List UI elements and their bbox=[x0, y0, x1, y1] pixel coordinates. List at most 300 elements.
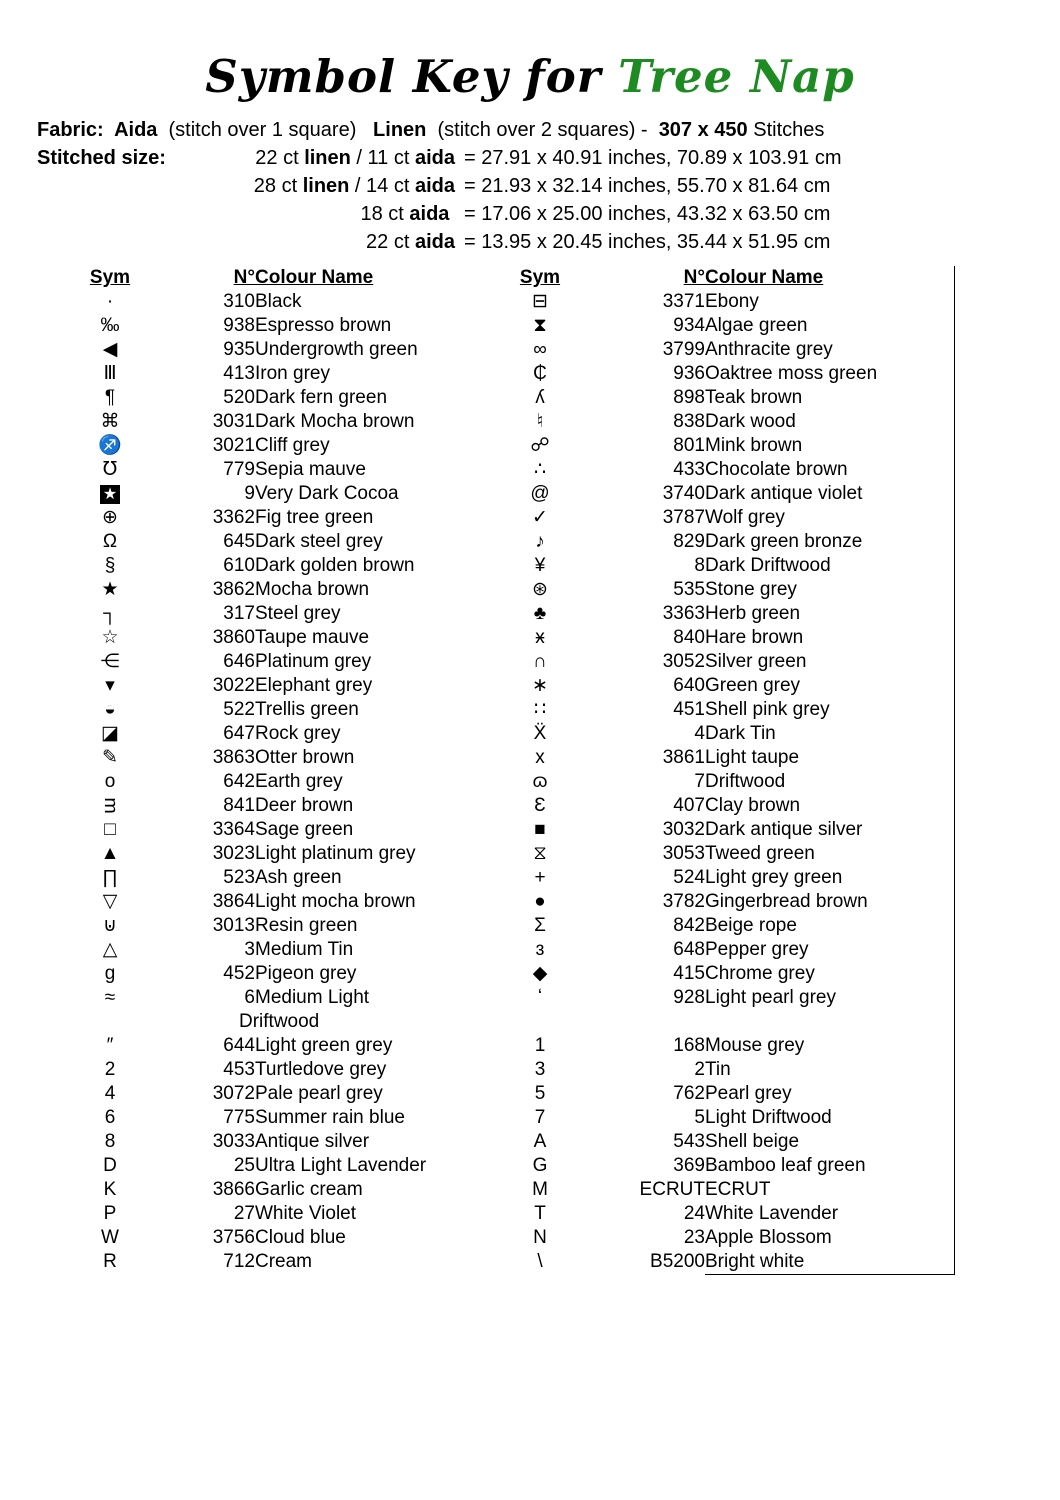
number-cell-right: 535 bbox=[673, 579, 705, 600]
symbol-cell-left: ⋲ bbox=[100, 651, 120, 672]
key-row bbox=[85, 1226, 955, 1250]
symbol-cell-left: ″ bbox=[106, 1035, 114, 1056]
colour-name-cell-left: Dark steel grey bbox=[255, 531, 383, 552]
number-cell-right: 838 bbox=[673, 411, 705, 432]
colour-name-cell-left: Garlic cream bbox=[255, 1179, 363, 1200]
key-row bbox=[85, 362, 955, 386]
number-cell-left: 3072 bbox=[212, 1083, 255, 1104]
colour-name-cell-left: Rock grey bbox=[255, 723, 341, 744]
colour-name-cell-left: Otter brown bbox=[255, 747, 355, 768]
key-row bbox=[85, 1178, 955, 1202]
symbol-cell-right: ● bbox=[534, 891, 546, 912]
key-row bbox=[85, 1082, 955, 1106]
text-segment: 18 ct bbox=[360, 203, 410, 225]
key-row bbox=[85, 410, 955, 434]
colour-name-cell-left: Pigeon grey bbox=[255, 963, 357, 984]
number-cell-right: 898 bbox=[673, 387, 705, 408]
symbol-cell-left: P bbox=[103, 1203, 117, 1224]
number-cell-right: 3053 bbox=[662, 843, 705, 864]
symbol-cell-left: ♐ bbox=[98, 435, 122, 456]
symbol-cell-left: ✎ bbox=[102, 747, 118, 768]
number-cell-left: 3364 bbox=[212, 819, 255, 840]
number-cell-left: 938 bbox=[223, 315, 255, 336]
colour-name-cell-right: Mouse grey bbox=[705, 1034, 955, 1058]
symbol-cell-right: Ẍ bbox=[533, 723, 547, 744]
colour-name-cell-right: Anthracite grey bbox=[705, 338, 955, 362]
symbol-cell-left: ┐ bbox=[103, 603, 117, 624]
symbol-cell-right: ʎ bbox=[535, 387, 545, 408]
number-cell-right: 4 bbox=[694, 723, 705, 744]
number-cell-right: 8 bbox=[694, 555, 705, 576]
colour-name-cell-left: Medium Tin bbox=[255, 939, 354, 960]
symbol-cell-right: @ bbox=[530, 483, 550, 504]
number-cell-left: 3756 bbox=[212, 1227, 255, 1248]
key-row bbox=[85, 1058, 955, 1082]
symbol-cell-right: ∗ bbox=[532, 675, 548, 696]
size-fabric-counts bbox=[205, 228, 455, 256]
symbol-cell-right: ∩ bbox=[533, 651, 547, 672]
symbol-cell-left: D bbox=[103, 1155, 117, 1176]
symbol-cell-right: ¥ bbox=[534, 555, 546, 576]
colour-name-cell-left: Platinum grey bbox=[255, 651, 372, 672]
number-cell-left: 3862 bbox=[212, 579, 255, 600]
number-cell-right: 936 bbox=[673, 363, 705, 384]
colour-name-cell-right: Dark Tin bbox=[705, 722, 955, 746]
size-line bbox=[37, 172, 1060, 200]
number-cell-left: 3362 bbox=[212, 507, 255, 528]
key-row bbox=[85, 1034, 955, 1058]
colour-name-cell-right: ECRUT bbox=[705, 1178, 955, 1202]
symbol-cell-right: ɜ bbox=[535, 939, 545, 960]
colour-name-cell-right: Chocolate brown bbox=[705, 458, 955, 482]
symbol-cell-right: ✓ bbox=[532, 507, 548, 528]
symbol-cell-right: ♪ bbox=[535, 531, 545, 552]
stitched-size-label: Stitched size: bbox=[37, 147, 166, 169]
number-cell-right: 3787 bbox=[662, 507, 705, 528]
symbol-cell-right: ♮ bbox=[536, 411, 544, 432]
key-row bbox=[85, 890, 955, 914]
colour-name-cell-right: Algae green bbox=[705, 314, 955, 338]
symbol-cell-right: ☍ bbox=[530, 435, 550, 456]
key-row bbox=[85, 578, 955, 602]
number-cell-left: 522 bbox=[223, 699, 255, 720]
colour-name-wrapped: Medium Light Driftwood bbox=[239, 987, 370, 1032]
symbol-cell-left: 8 bbox=[104, 1131, 116, 1152]
symbol-cell-right: ₵ bbox=[533, 363, 547, 384]
number-cell-left: 310 bbox=[223, 291, 255, 312]
symbol-cell-left: ★ bbox=[101, 579, 119, 600]
number-cell-left: 317 bbox=[223, 603, 255, 624]
key-row bbox=[85, 674, 955, 698]
inverted-symbol: ★ bbox=[100, 485, 120, 504]
key-row bbox=[85, 818, 955, 842]
symbol-cell-left: ☆ bbox=[101, 627, 119, 648]
symbol-cell-left bbox=[85, 482, 135, 506]
colour-name-cell-right: Light Driftwood bbox=[705, 1106, 955, 1130]
number-cell-right: 3861 bbox=[662, 747, 705, 768]
symbol-cell-right: N bbox=[533, 1227, 547, 1248]
stitched-size-label bbox=[37, 172, 205, 200]
symbol-key-table bbox=[85, 266, 955, 1275]
number-cell-left: 25 bbox=[233, 1155, 255, 1176]
symbol-cell-left: ⊍ bbox=[103, 915, 117, 936]
symbol-cell-right: ∷ bbox=[533, 699, 547, 720]
number-cell-right: 543 bbox=[673, 1131, 705, 1152]
number-cell-left: 645 bbox=[223, 531, 255, 552]
header-num-right bbox=[595, 266, 705, 290]
number-cell-right: 168 bbox=[673, 1035, 705, 1056]
colour-name-cell-left: Cliff grey bbox=[255, 435, 330, 456]
number-cell-left: 453 bbox=[223, 1059, 255, 1080]
number-cell-left: 647 bbox=[223, 723, 255, 744]
symbol-cell-right: ɷ bbox=[532, 771, 548, 792]
size-fabric-counts bbox=[205, 144, 455, 172]
key-row bbox=[85, 962, 955, 986]
colour-name-cell-left: Elephant grey bbox=[255, 675, 373, 696]
symbol-cell-right: ʻ bbox=[537, 987, 543, 1008]
number-cell-left: 413 bbox=[223, 363, 255, 384]
number-cell-right: 840 bbox=[673, 627, 705, 648]
number-cell-left: 3023 bbox=[212, 843, 255, 864]
header-num-left bbox=[135, 266, 255, 290]
symbol-cell-left: ◒ bbox=[104, 699, 116, 720]
symbol-cell-left: ℧ bbox=[102, 459, 118, 480]
fabric-and-size-block bbox=[37, 116, 1060, 256]
number-cell-right: 934 bbox=[673, 315, 705, 336]
symbol-cell-left: △ bbox=[102, 939, 118, 960]
number-cell-left: 3 bbox=[244, 939, 255, 960]
size-line bbox=[37, 200, 1060, 228]
stitched-size-label bbox=[37, 228, 205, 256]
number-cell-right: B5200 bbox=[650, 1251, 705, 1272]
size-dimensions: = 27.91 x 40.91 inches, 70.89 x 103.91 cm bbox=[464, 147, 842, 169]
number-cell-left: 3860 bbox=[212, 627, 255, 648]
symbol-cell-left: R bbox=[103, 1251, 117, 1272]
size-fabric-counts bbox=[205, 200, 455, 228]
number-cell-left: 3021 bbox=[212, 435, 255, 456]
number-cell-right: 3740 bbox=[662, 483, 705, 504]
key-row bbox=[85, 770, 955, 794]
colour-name-cell-right: Clay brown bbox=[705, 794, 955, 818]
number-cell-right: 762 bbox=[673, 1083, 705, 1104]
symbol-cell-right: M bbox=[532, 1179, 548, 1200]
colour-name-cell-left: Ash green bbox=[255, 867, 342, 888]
number-cell-right: 415 bbox=[673, 963, 705, 984]
header-label: N° bbox=[683, 267, 705, 288]
key-row bbox=[85, 602, 955, 626]
colour-name-cell-left: Antique silver bbox=[255, 1131, 370, 1152]
colour-name-cell-left: Resin green bbox=[255, 915, 358, 936]
symbol-cell-left: o bbox=[104, 771, 116, 792]
symbol-cell-right: \ bbox=[537, 1251, 543, 1272]
colour-name-cell-right: Green grey bbox=[705, 674, 955, 698]
number-cell-left: 3033 bbox=[212, 1131, 255, 1152]
symbol-cell-right: A bbox=[533, 1131, 547, 1152]
colour-name-cell-right: White Lavender bbox=[705, 1202, 955, 1226]
symbol-cell-left: ≈ bbox=[104, 987, 116, 1008]
key-row bbox=[85, 554, 955, 578]
header-name-right bbox=[705, 266, 955, 290]
colour-name-cell-left: Trellis green bbox=[255, 699, 359, 720]
symbol-cell-right: G bbox=[532, 1155, 548, 1176]
colour-name-cell-right: Ebony bbox=[705, 290, 955, 314]
symbol-cell-right: ∴ bbox=[533, 459, 547, 480]
colour-name-cell-left: Fig tree green bbox=[255, 507, 374, 528]
header-label: Sym bbox=[89, 267, 131, 288]
colour-name-cell-left: White Violet bbox=[255, 1203, 357, 1224]
number-cell-right: 407 bbox=[673, 795, 705, 816]
text-segment: Stitches bbox=[747, 119, 825, 141]
number-cell-right: 829 bbox=[673, 531, 705, 552]
text-segment: Aida bbox=[114, 119, 158, 141]
number-cell-left: 3864 bbox=[212, 891, 255, 912]
key-row bbox=[85, 1250, 955, 1275]
key-row bbox=[85, 938, 955, 962]
colour-name-cell-right: Mink brown bbox=[705, 434, 955, 458]
number-cell-right: 7 bbox=[694, 771, 705, 792]
key-table-header bbox=[85, 266, 955, 290]
symbol-cell-right: 5 bbox=[534, 1083, 546, 1104]
size-dimensions: = 21.93 x 32.14 inches, 55.70 x 81.64 cm bbox=[464, 175, 831, 197]
text-segment: (stitch over 1 square) bbox=[157, 119, 374, 141]
symbol-cell-right: ⧗ bbox=[533, 315, 547, 336]
key-header-row bbox=[85, 266, 955, 290]
key-row bbox=[85, 338, 955, 362]
number-cell-left: 6 bbox=[244, 987, 255, 1008]
symbol-cell-left: W bbox=[101, 1227, 119, 1248]
symbol-cell-left: ⌘ bbox=[100, 411, 120, 432]
text-segment: linen bbox=[304, 147, 351, 169]
text-segment bbox=[449, 203, 455, 225]
number-cell-right: 842 bbox=[673, 915, 705, 936]
number-cell-right: 3032 bbox=[662, 819, 705, 840]
key-row bbox=[85, 434, 955, 458]
symbol-cell-left: Ω bbox=[102, 531, 118, 552]
size-dimensions: = 17.06 x 25.00 inches, 43.32 x 63.50 cm bbox=[464, 203, 831, 225]
header-label: Colour Name bbox=[255, 267, 374, 288]
number-cell-right: 648 bbox=[673, 939, 705, 960]
colour-name-cell-right: Driftwood bbox=[705, 770, 955, 794]
number-cell-left: 3031 bbox=[212, 411, 255, 432]
colour-name-cell-right: Hare brown bbox=[705, 626, 955, 650]
fabric-info-line bbox=[37, 116, 1060, 144]
colour-name-cell-left: Sepia mauve bbox=[255, 459, 366, 480]
colour-name-cell-right: Pepper grey bbox=[705, 938, 955, 962]
key-row bbox=[85, 314, 955, 338]
colour-name-cell-right: Light taupe bbox=[705, 746, 955, 770]
symbol-cell-left: ▽ bbox=[102, 891, 118, 912]
colour-name-cell-right: Shell pink grey bbox=[705, 698, 955, 722]
colour-name-cell-right: Wolf grey bbox=[705, 506, 955, 530]
header-name-left bbox=[255, 266, 485, 290]
number-cell-left: 642 bbox=[223, 771, 255, 792]
header-label: N° bbox=[233, 267, 255, 288]
number-cell-left: 935 bbox=[223, 339, 255, 360]
number-cell-right: 524 bbox=[673, 867, 705, 888]
key-row bbox=[85, 290, 955, 314]
key-row bbox=[85, 1202, 955, 1226]
number-cell-left: 452 bbox=[223, 963, 255, 984]
header-sym-left bbox=[85, 266, 135, 290]
header-label: Sym bbox=[519, 267, 561, 288]
number-cell-right: 3371 bbox=[662, 291, 705, 312]
symbol-cell-left: ⊕ bbox=[102, 507, 118, 528]
number-cell-left: 712 bbox=[223, 1251, 255, 1272]
symbol-cell-left: ◪ bbox=[101, 723, 119, 744]
colour-name-cell-left: Steel grey bbox=[255, 603, 341, 624]
symbol-cell-right: ⧖ bbox=[533, 843, 547, 864]
number-cell-left: 9 bbox=[244, 483, 255, 504]
symbol-cell-left: ᴟ bbox=[104, 795, 116, 816]
text-segment: (stitch over 2 squares) - bbox=[426, 119, 659, 141]
colour-name-cell-right: Dark green bronze bbox=[705, 530, 955, 554]
header-sym-right bbox=[485, 266, 595, 290]
key-row bbox=[85, 458, 955, 482]
colour-name-cell-left: Mocha brown bbox=[255, 579, 370, 600]
colour-name-cell-left: Undergrowth green bbox=[255, 339, 418, 360]
symbol-cell-left: § bbox=[104, 555, 116, 576]
number-cell-right: 369 bbox=[673, 1155, 705, 1176]
symbol-cell-right: + bbox=[534, 867, 546, 888]
symbol-cell-left: 6 bbox=[104, 1107, 116, 1128]
size-line bbox=[37, 228, 1060, 256]
symbol-cell-right: 1 bbox=[534, 1035, 546, 1056]
colour-name-cell-right: Tin bbox=[705, 1058, 955, 1082]
text-segment: / 11 ct bbox=[350, 147, 415, 169]
key-row bbox=[85, 1130, 955, 1154]
number-cell-left: 3866 bbox=[212, 1179, 255, 1200]
colour-name-cell-left: Dark fern green bbox=[255, 387, 388, 408]
number-cell-left: 3863 bbox=[212, 747, 255, 768]
colour-name-cell-right: Shell beige bbox=[705, 1130, 955, 1154]
number-cell-right: 928 bbox=[673, 987, 705, 1008]
colour-name-cell-right: Tweed green bbox=[705, 842, 955, 866]
colour-name-cell-right: Teak brown bbox=[705, 386, 955, 410]
colour-name-cell-left: Dark golden brown bbox=[255, 555, 415, 576]
symbol-cell-right: ◆ bbox=[532, 963, 548, 984]
number-cell-right: 3052 bbox=[662, 651, 705, 672]
text-segment: Fabric: bbox=[37, 119, 115, 141]
key-row bbox=[85, 386, 955, 410]
symbol-cell-left: 2 bbox=[104, 1059, 116, 1080]
key-table-body bbox=[85, 290, 955, 1275]
number-cell-left: 523 bbox=[223, 867, 255, 888]
number-cell-left: 27 bbox=[233, 1203, 255, 1224]
size-dimensions: = 13.95 x 20.45 inches, 35.44 x 51.95 cm bbox=[464, 231, 831, 253]
size-line bbox=[37, 144, 1060, 172]
colour-name-cell-right: Chrome grey bbox=[705, 962, 955, 986]
colour-name-cell-left: Light green grey bbox=[255, 1035, 393, 1056]
text-segment: aida bbox=[409, 203, 450, 225]
number-cell-right: 640 bbox=[673, 675, 705, 696]
symbol-cell-right: 3 bbox=[534, 1059, 546, 1080]
key-row bbox=[85, 650, 955, 674]
colour-name-cell-left: Dark Mocha brown bbox=[255, 411, 415, 432]
colour-name-cell-left: Ultra Light Lavender bbox=[255, 1155, 427, 1176]
colour-name-cell-left: Cream bbox=[255, 1251, 313, 1272]
colour-name-cell-right: Pearl grey bbox=[705, 1082, 955, 1106]
size-fabric-counts bbox=[205, 172, 455, 200]
number-cell-left: 3013 bbox=[212, 915, 255, 936]
colour-name-cell-right: Dark antique silver bbox=[705, 818, 955, 842]
symbol-cell-right: 7 bbox=[534, 1107, 546, 1128]
number-cell-left: 3022 bbox=[212, 675, 255, 696]
colour-name-cell-right: Dark antique violet bbox=[705, 482, 955, 506]
symbol-cell-left: □ bbox=[104, 819, 116, 840]
colour-name-cell-left: Taupe mauve bbox=[255, 627, 370, 648]
symbol-cell-left: ▲ bbox=[100, 843, 120, 864]
colour-name-cell-right: Dark wood bbox=[705, 410, 955, 434]
number-cell-left: 775 bbox=[223, 1107, 255, 1128]
number-cell-left: 644 bbox=[223, 1035, 255, 1056]
text-segment: linen bbox=[302, 175, 350, 197]
text-segment: aida bbox=[414, 147, 455, 169]
symbol-cell-left: Ⅲ bbox=[103, 363, 117, 384]
colour-name-cell-right: Bamboo leaf green bbox=[705, 1154, 955, 1178]
colour-name-cell-left: Earth grey bbox=[255, 771, 343, 792]
key-row bbox=[85, 506, 955, 530]
symbol-cell-right: ӿ bbox=[535, 627, 545, 648]
text-segment: aida bbox=[414, 175, 455, 197]
key-row bbox=[85, 1154, 955, 1178]
symbol-cell-left: ¶ bbox=[104, 387, 116, 408]
symbol-cell-left: g bbox=[104, 963, 116, 984]
colour-name-cell-left: Summer rain blue bbox=[255, 1107, 405, 1128]
colour-name-cell-left: Very Dark Cocoa bbox=[255, 483, 399, 504]
number-cell-right: 433 bbox=[673, 459, 705, 480]
text-segment: 22 ct bbox=[255, 147, 305, 169]
number-cell-left: 646 bbox=[223, 651, 255, 672]
colour-name-cell-right: Oaktree moss green bbox=[705, 362, 955, 386]
key-row bbox=[85, 626, 955, 650]
symbol-cell-left: ▾ bbox=[105, 675, 115, 696]
symbol-cell-left: ◀ bbox=[102, 339, 118, 360]
number-cell-right: 451 bbox=[673, 699, 705, 720]
product-name: Tree Nap bbox=[618, 50, 855, 103]
colour-name-cell-right: Stone grey bbox=[705, 578, 955, 602]
text-segment: Linen bbox=[373, 119, 427, 141]
symbol-cell-right: ⊛ bbox=[532, 579, 548, 600]
colour-name-cell-left: Black bbox=[255, 291, 302, 312]
key-row bbox=[85, 482, 955, 506]
colour-name-cell-right: Gingerbread brown bbox=[705, 890, 955, 914]
symbol-cell-right: ■ bbox=[534, 819, 546, 840]
page-title bbox=[0, 50, 1060, 104]
number-cell-right: 3782 bbox=[662, 891, 705, 912]
colour-name-cell-left: Light mocha brown bbox=[255, 891, 416, 912]
text-segment: aida bbox=[414, 231, 455, 253]
colour-name-cell-left: Light platinum grey bbox=[255, 843, 416, 864]
key-row bbox=[85, 1106, 955, 1130]
colour-name-cell-right: Beige rope bbox=[705, 914, 955, 938]
colour-name-cell-left bbox=[239, 986, 485, 1034]
symbol-cell-right: ⊟ bbox=[532, 291, 548, 312]
symbol-cell-right: ∞ bbox=[533, 339, 547, 360]
colour-name-cell-right: Light pearl grey bbox=[705, 986, 955, 1034]
symbol-cell-left: ∏ bbox=[102, 867, 118, 888]
page-title-prefix: Symbol Key for bbox=[205, 50, 602, 103]
number-cell-right: 3363 bbox=[662, 603, 705, 624]
number-cell-right: 24 bbox=[683, 1203, 705, 1224]
key-row bbox=[85, 914, 955, 938]
text-segment: 22 ct bbox=[366, 231, 415, 253]
symbol-cell-left: 4 bbox=[104, 1083, 116, 1104]
stitched-size-label bbox=[37, 200, 205, 228]
number-cell-left: 610 bbox=[223, 555, 255, 576]
colour-name-cell-left: Sage green bbox=[255, 819, 354, 840]
symbol-cell-left: · bbox=[106, 291, 114, 312]
key-row bbox=[85, 530, 955, 554]
